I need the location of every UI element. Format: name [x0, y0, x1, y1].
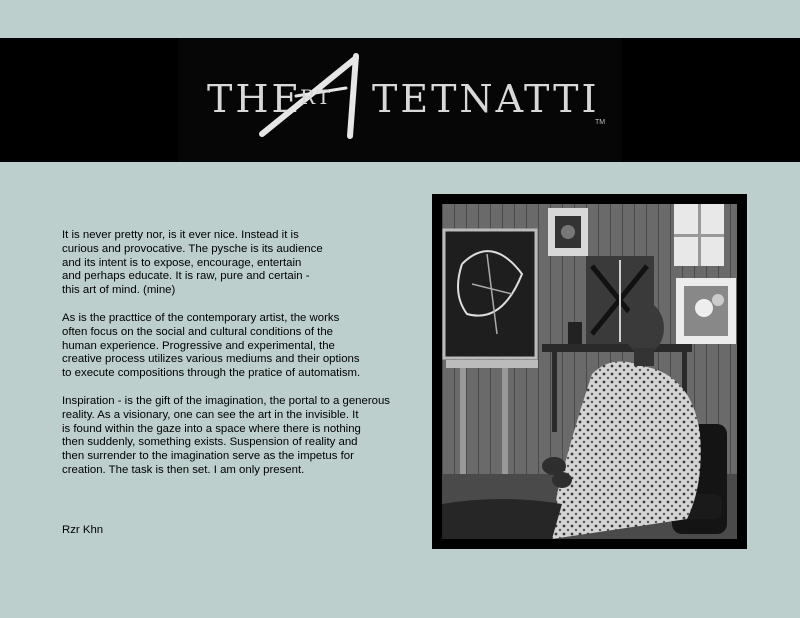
- logo-text-overlay: RT: [300, 85, 333, 109]
- statement-paragraph-2: As is the practtice of the contemporary artist, the works often focus on the social and cultural conditions of the human experience. Progressive and experimental, the creative process utilizes various mediums and their options to execute compositions through the pratice of automatism.: [62, 311, 361, 380]
- artist-photo-frame: [432, 194, 747, 549]
- header-banner: [0, 38, 800, 162]
- site-logo[interactable]: [0, 38, 800, 162]
- trademark-symbol: TM: [595, 119, 606, 126]
- logo-text-left: THE: [207, 77, 303, 121]
- signature: Rzr Khn: [62, 524, 104, 536]
- artist-photo: [442, 204, 737, 539]
- artist-statement: [62, 229, 432, 492]
- statement-paragraph-3: Inspiration - is the gift of the imagination, the portal to a generous reality. As a visionary, one can see the art in the invisible. It is found within the gaze into a space where there is nothing then suddenly, something exists. Suspension of reality and then surrender to the imagination serve as the impetus for creation. The task is then set. I am only present.: [62, 394, 390, 476]
- statement-paragraph-1: It is never pretty nor, is it ever nice. Instead it is curious and provocative. The pysche is its audience and its intent is to expose, encourage, entertain and perhaps educate. It is raw, pure and certain - this art of mind. (mine): [62, 229, 323, 297]
- logo-text-right: TETNATTI: [372, 77, 600, 121]
